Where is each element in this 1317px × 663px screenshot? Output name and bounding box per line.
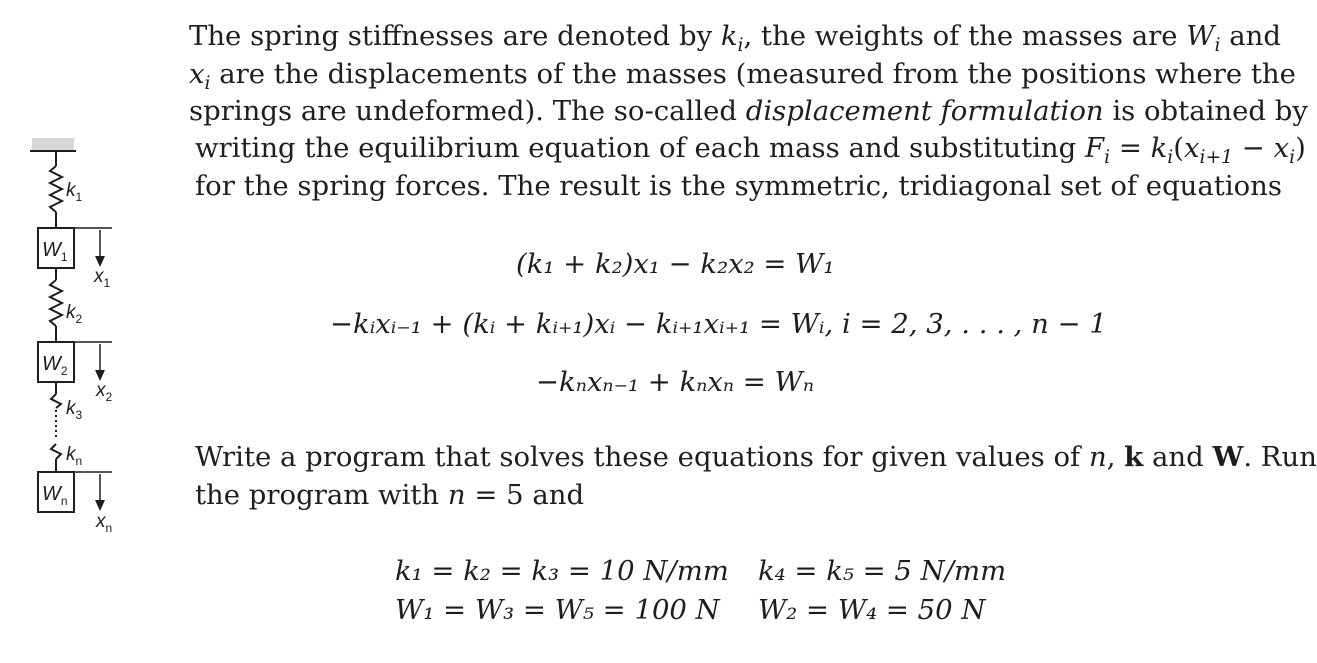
text-run: = 5 and — [465, 478, 585, 511]
math-op: ) — [1295, 132, 1306, 164]
disp-label-n: $x_n$ — [96, 511, 113, 535]
equation-2: −kᵢxᵢ₋₁ + (kᵢ + kᵢ₊₁)xᵢ − kᵢ₊₁xᵢ₊₁ = Wᵢ, i = 2, 3, . . . , n − 1 — [330, 308, 1107, 340]
paragraph-1-line-1 — [189, 18, 1308, 56]
math-sub: i — [737, 34, 744, 56]
math-sub: i — [204, 72, 211, 94]
math-sub: i — [1167, 146, 1174, 168]
ceiling-support — [30, 138, 76, 151]
given-k-right: k₄ = k₅ = 5 N/mm — [758, 555, 1007, 587]
math-sub: i — [1289, 146, 1296, 168]
bold-vector: W — [1212, 441, 1244, 473]
math-var: k — [720, 20, 738, 52]
math-op: − — [1233, 132, 1274, 164]
math-sub: i — [1104, 146, 1111, 168]
math-var: n — [447, 478, 466, 511]
paragraph-3 — [195, 439, 1317, 514]
emphasis-text: displacement formulation — [745, 95, 1104, 127]
math-var: k — [1150, 132, 1168, 164]
mass-label-1: $W_1$ — [42, 239, 68, 264]
text-run: The spring stiffnesses are denoted by — [189, 20, 721, 52]
spring-label-2: $k_2$ — [66, 302, 83, 326]
spring-1 — [50, 166, 62, 212]
paragraph-1-line-2 — [189, 56, 1308, 94]
math-var: x — [1273, 132, 1290, 164]
disp-label-1: $x_1$ — [94, 266, 111, 290]
spring-label-3: $k_3$ — [66, 398, 83, 422]
math-var: F — [1085, 132, 1105, 164]
spring-label-1: $k_1$ — [66, 180, 83, 204]
text-run: Write a program that solves these equations for given values of — [195, 441, 1089, 473]
mass-label-n: $W_n$ — [42, 483, 68, 508]
math-op: = — [1110, 132, 1151, 164]
spring-3 — [51, 394, 61, 408]
spring-n — [51, 444, 61, 459]
text-run: and — [1220, 20, 1281, 52]
spring-2 — [50, 280, 62, 326]
spring-mass-figure — [22, 138, 142, 538]
text-run: is obtained by — [1103, 95, 1308, 127]
text-run: , the weights of the masses are — [743, 20, 1187, 52]
mass-label-2: $W_2$ — [42, 353, 68, 378]
text-run: the program with — [195, 478, 448, 511]
text-run: are the displacements of the masses (measured from the positions where the — [210, 57, 1296, 90]
text-run: springs are undeformed). The so-called — [189, 95, 746, 127]
arrow-down-icon — [95, 500, 105, 511]
paragraph-2-line-1 — [195, 130, 1306, 168]
spring-label-n: $k_n$ — [66, 444, 83, 468]
given-w-right: W₂ = W₄ = 50 N — [758, 594, 986, 626]
math-var: W — [1186, 20, 1215, 52]
math-var: n — [1088, 441, 1107, 473]
math-sub: i+1 — [1199, 146, 1234, 168]
math-var: x — [189, 57, 205, 90]
math-sub: i — [1214, 34, 1221, 56]
paragraph-3-line-1 — [195, 439, 1317, 477]
math-op: ( — [1173, 132, 1184, 164]
paragraph-1 — [189, 18, 1308, 131]
paragraph-2-line-2: for the spring forces. The result is the symmetric, tridiagonal set of equations — [195, 169, 1283, 202]
math-var: x — [1184, 132, 1200, 164]
text-run: and — [1143, 441, 1213, 473]
text-run: . Run — [1243, 441, 1317, 473]
given-k-left: k₁ = k₂ = k₃ = 10 N/mm — [395, 555, 729, 587]
disp-label-2: $x_2$ — [96, 380, 113, 404]
text-run: writing the equilibrium equation of each mass and substituting — [195, 132, 1085, 164]
paragraph-3-line-2 — [195, 477, 1317, 515]
text-run: , — [1106, 441, 1125, 473]
paragraph-2 — [195, 130, 1306, 205]
equation-1: (k₁ + k₂)x₁ − k₂x₂ = W₁ — [516, 248, 835, 280]
equation-3: −kₙxₙ₋₁ + kₙxₙ = Wₙ — [536, 366, 814, 398]
given-w-left: W₁ = W₃ = W₅ = 100 N — [395, 594, 720, 626]
paragraph-1-line-3 — [189, 93, 1308, 131]
bold-vector: k — [1124, 441, 1144, 473]
